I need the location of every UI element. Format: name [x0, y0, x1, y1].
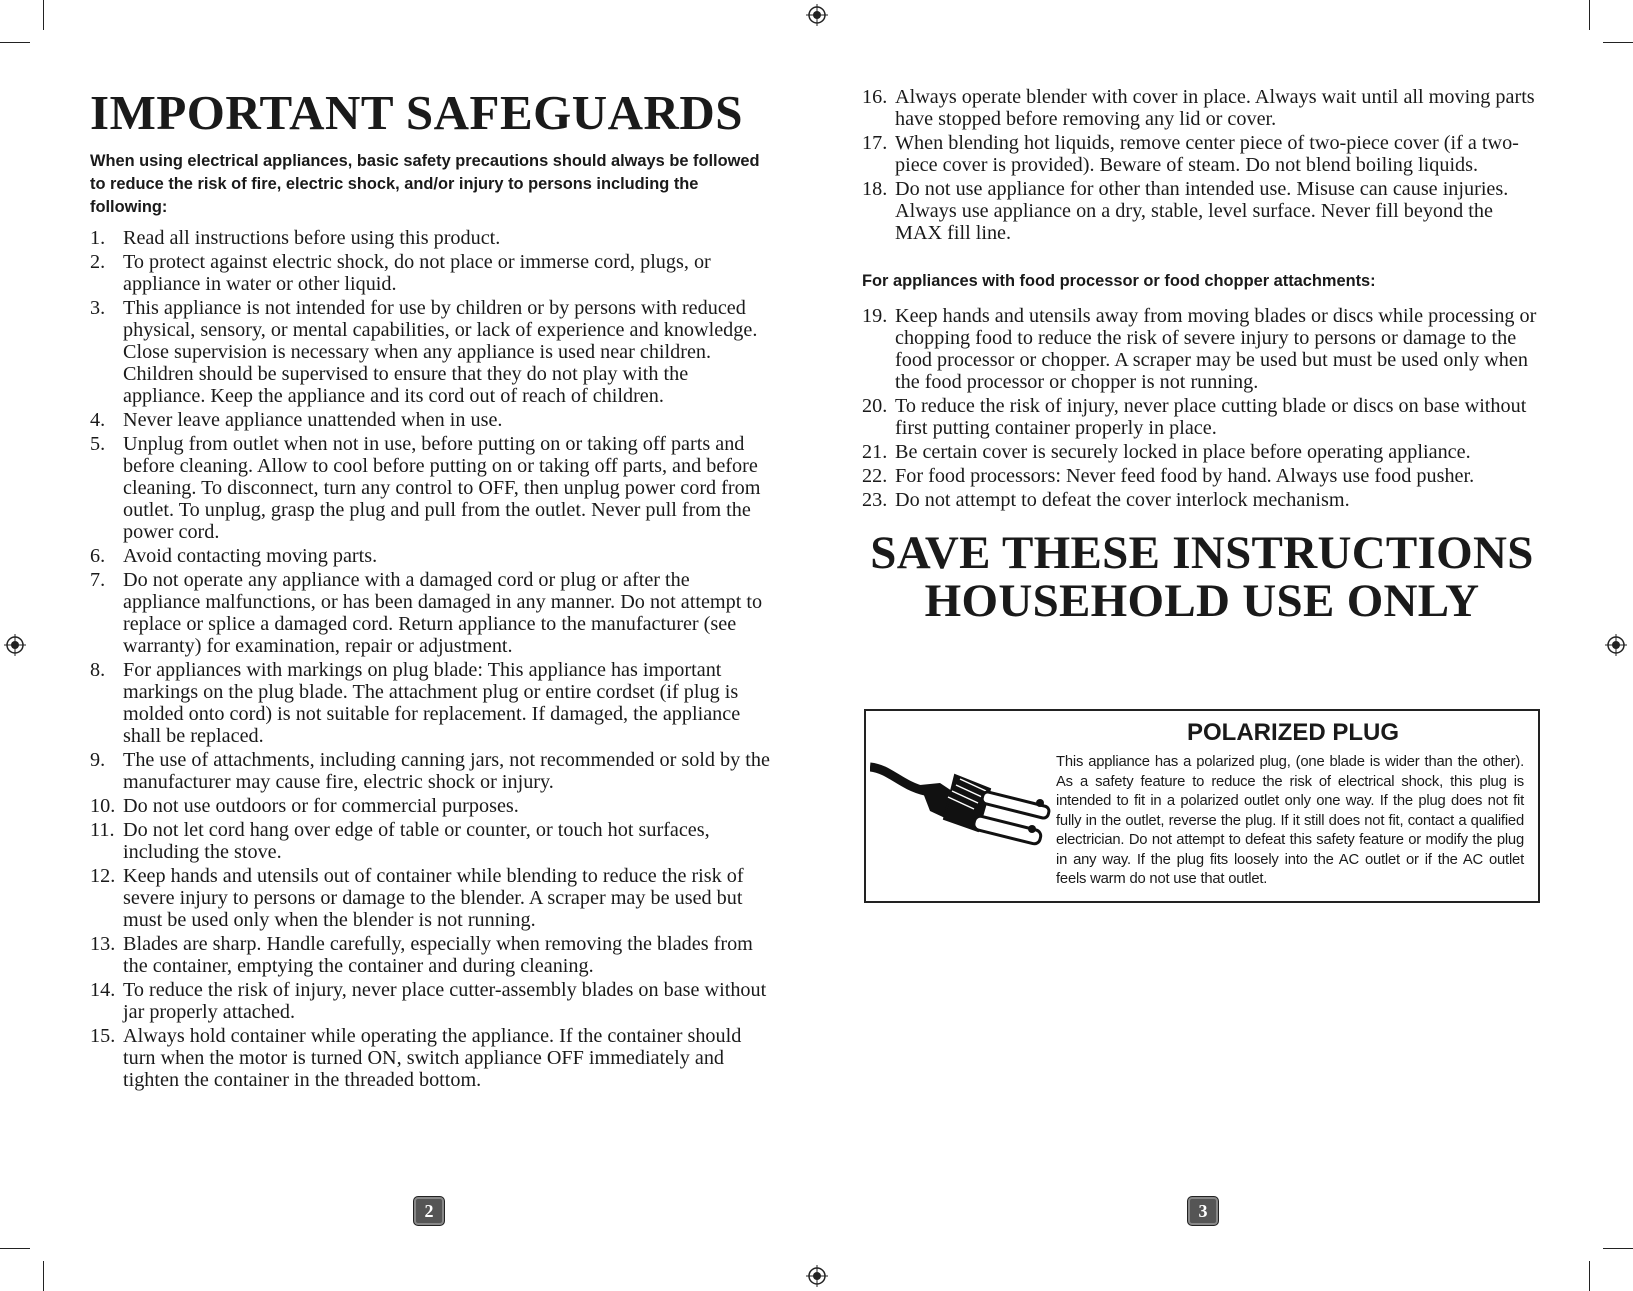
crop-mark	[1589, 0, 1590, 30]
registration-mark-icon	[1605, 634, 1627, 656]
registration-mark-icon	[806, 4, 828, 26]
item-text: To reduce the risk of injury, never place cutter-assembly blades on base without jar properly attached.	[123, 979, 767, 1023]
item-number: 11.	[90, 819, 115, 841]
item-text: Do not use appliance for other than intended use. Misuse can cause injuries. Always use appliance on a dry, stable, level surface. Never fill beyond the MAX fill line.	[895, 178, 1509, 244]
safeguard-list	[90, 227, 770, 1091]
list-item	[862, 441, 1542, 463]
list-item	[90, 795, 770, 817]
item-number: 2.	[90, 251, 106, 273]
list-item	[862, 395, 1542, 439]
item-text: Do not let cord hang over edge of table or counter, or touch hot surfaces, including the stove.	[123, 819, 710, 863]
safeguard-list	[862, 305, 1542, 511]
item-text: This appliance is not intended for use by children or by persons with reduced physical, sensory, or mental capabilities, or lack of experience and knowledge. Close supervision is necessary when any appliance is used near children. Children should be supervised to ensure that they do not play with the appliance. Keep the appliance and its cord out of reach of children.	[123, 297, 758, 407]
list-item	[862, 178, 1542, 244]
left-page	[90, 86, 770, 1093]
subheading: For appliances with food processor or food chopper attachments:	[862, 272, 1376, 290]
item-number: 18.	[862, 178, 888, 200]
list-item	[90, 545, 770, 567]
household-line: HOUSEHOLD USE ONLY	[924, 575, 1480, 627]
item-number: 3.	[90, 297, 106, 319]
crop-mark	[43, 1261, 44, 1291]
save-instructions-heading	[862, 529, 1542, 625]
page-number: 3	[1187, 1196, 1219, 1226]
item-number: 23.	[862, 489, 888, 511]
item-text: Blades are sharp. Handle carefully, especially when removing the blades from the container, emptying the container and during cleaning.	[123, 933, 753, 977]
crop-mark	[0, 1248, 30, 1249]
list-item	[90, 1025, 770, 1091]
registration-mark-icon	[806, 1265, 828, 1287]
item-text: Never leave appliance unattended when in use.	[123, 409, 503, 431]
item-text: Avoid contacting moving parts.	[123, 545, 378, 567]
list-item	[90, 227, 770, 249]
item-number: 9.	[90, 749, 106, 771]
list-item	[90, 659, 770, 747]
item-number: 22.	[862, 465, 888, 487]
list-item	[862, 465, 1542, 487]
page-number: 2	[413, 1196, 445, 1226]
right-page	[862, 86, 1542, 625]
item-number: 19.	[862, 305, 888, 327]
list-item	[90, 409, 770, 431]
item-text: To reduce the risk of injury, never place cutting blade or discs on base without first putting container properly in place.	[895, 395, 1527, 439]
item-number: 14.	[90, 979, 116, 1001]
plug-box-title: POLARIZED PLUG	[1186, 719, 1399, 746]
item-number: 4.	[90, 409, 106, 431]
list-item	[862, 305, 1542, 393]
list-item	[90, 297, 770, 407]
list-item	[90, 251, 770, 295]
list-item	[862, 489, 1542, 511]
plug-box-text: This appliance has a polarized plug, (one blade is wider than the other). As a safety feature to reduce the risk of electrical shock, this plug is intended to fit in a polarized outlet only one way. If the plug does not fit fully in the outlet, reverse the plug. If it still does not fit, contact a qualified electrician. Do not attempt to defeat this safety feature or modify the plug in any way. If the plug fits loosely into the AC outlet or if the AC outlet feels warm do not use that outlet.	[1056, 754, 1524, 887]
item-number: 6.	[90, 545, 106, 567]
item-text: Read all instructions before using this product.	[123, 227, 501, 249]
crop-mark	[43, 0, 44, 30]
crop-mark	[1589, 1261, 1590, 1291]
item-text: Do not attempt to defeat the cover interlock mechanism.	[895, 489, 1350, 511]
item-number: 10.	[90, 795, 116, 817]
intro-text: When using electrical appliances, basic safety precautions should always be followed to reduce the risk of fire, electric shock, and/or injury to persons including the following:	[90, 152, 760, 216]
item-text: When blending hot liquids, remove center piece of two-piece cover (if a two-piece cover is provided). Beware of steam. Do not blend boiling liquids.	[895, 132, 1519, 176]
item-text: Be certain cover is securely locked in place before operating appliance.	[895, 441, 1471, 463]
item-text: For food processors: Never feed food by hand. Always use food pusher.	[895, 465, 1475, 487]
crop-mark	[0, 42, 30, 43]
item-text: Always operate blender with cover in place. Always wait until all moving parts have stopped before removing any lid or cover.	[895, 86, 1535, 130]
item-text: Keep hands and utensils away from moving blades or discs while processing or chopping food to reduce the risk of severe injury to persons or damage to the food processor or chopper. A scraper may be used but must be used only when the food processor or chopper is not running.	[895, 305, 1537, 393]
plug-icon	[870, 745, 1060, 855]
item-text: The use of attachments, including canning jars, not recommended or sold by the manufacturer may cause fire, electric shock or injury.	[123, 749, 770, 793]
item-text: Unplug from outlet when not in use, before putting on or taking off parts and before cleaning. Allow to cool before putting on or taking off parts, and before cleaning. To disconnect, turn any control to OFF, then unplug power cord from outlet. To unplug, grasp the plug and pull from the outlet. Never pull from the power cord.	[123, 433, 761, 543]
item-text: Do not use outdoors or for commercial purposes.	[123, 795, 519, 817]
item-text: Always hold container while operating the appliance. If the container should turn when the motor is turned ON, switch appliance OFF immediately and tighten the container in the threaded bottom.	[123, 1025, 742, 1091]
item-number: 8.	[90, 659, 106, 681]
item-number: 16.	[862, 86, 888, 108]
list-item	[90, 569, 770, 657]
registration-mark-icon	[4, 634, 26, 656]
item-number: 12.	[90, 865, 116, 887]
list-item	[862, 132, 1542, 176]
list-item	[90, 979, 770, 1023]
item-number: 21.	[862, 441, 888, 463]
item-text: Do not operate any appliance with a damaged cord or plug or after the appliance malfunctions, or has been damaged in any manner. Do not attempt to replace or splice a damaged cord. Return appliance to the manufacturer (see warranty) for examination, repair or adjustment.	[123, 569, 763, 657]
item-text: To protect against electric shock, do not place or immerse cord, plugs, or appliance in water or other liquid.	[123, 251, 711, 295]
list-item	[90, 749, 770, 793]
item-number: 5.	[90, 433, 106, 455]
item-number: 15.	[90, 1025, 116, 1047]
item-text: Keep hands and utensils out of container while blending to reduce the risk of severe injury to persons or damage to the blender. A scraper may be used but must be used only when the blender is not running.	[123, 865, 744, 931]
item-number: 13.	[90, 933, 116, 955]
list-item	[862, 86, 1542, 130]
polarized-plug-box	[864, 709, 1540, 903]
item-text: For appliances with markings on plug blade: This appliance has important markings on the plug blade. The attachment plug or entire cordset (if plug is molded onto cord) is not suitable for replacement. If damaged, the appliance shall be replaced.	[123, 659, 741, 747]
page-title: IMPORTANT SAFEGUARDS	[90, 85, 744, 140]
item-number: 20.	[862, 395, 888, 417]
save-line: SAVE THESE INSTRUCTIONS	[870, 527, 1534, 579]
item-number: 17.	[862, 132, 888, 154]
list-item	[90, 433, 770, 543]
list-item	[90, 819, 770, 863]
item-number: 1.	[90, 227, 106, 249]
item-number: 7.	[90, 569, 106, 591]
safeguard-list	[862, 86, 1542, 244]
crop-mark	[1603, 42, 1633, 43]
list-item	[90, 865, 770, 931]
crop-mark	[1603, 1248, 1633, 1249]
list-item	[90, 933, 770, 977]
